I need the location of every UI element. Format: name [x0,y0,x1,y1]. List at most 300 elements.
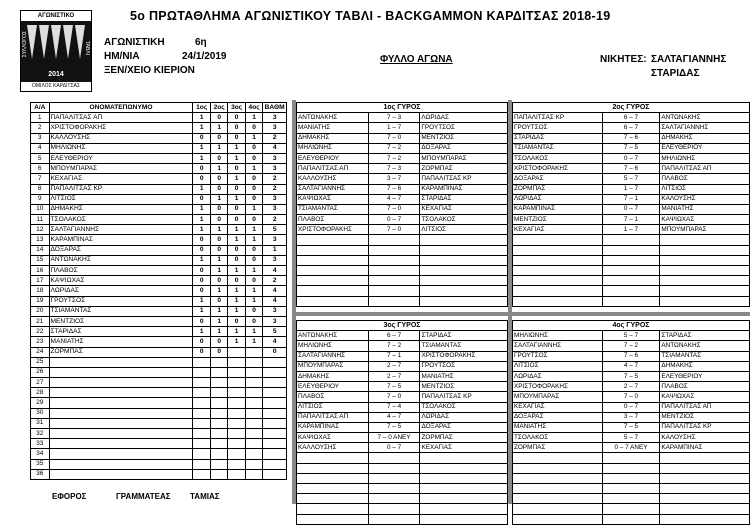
round-result-cell: 0 [245,174,262,184]
logo-side-left-text: ΣΥΛΛΟΓΟΣ [22,31,28,58]
points-cell [263,388,287,398]
round-result-cell [228,429,245,439]
round-result-cell: 1 [245,133,262,143]
match-score: 0 – 7 [602,153,660,163]
empty-cell [420,453,508,463]
player-name [49,367,193,377]
empty-row [513,245,750,255]
empty-cell [297,235,369,245]
player-away: ΣΤΑΡΙΔΑΣ [420,331,508,341]
round-result-cell: 0 [210,296,227,306]
player-away: ΛΙΤΣΙΟΣ [660,184,750,194]
match-row [297,133,508,143]
round-result-cell: 1 [210,255,227,265]
row-number: 33 [31,439,50,449]
match-row [513,225,750,235]
round-result-cell: 1 [245,296,262,306]
player-name: ΤΣΙΑΜΑΝΤΑΣ [49,306,193,316]
player-name: ΧΡΙΣΤΟΦΟΡΑΚΗΣ [49,123,193,133]
player-away: ΕΛΕΥΘΕΡΙΟΥ [660,143,750,153]
round-result-cell [245,469,262,479]
empty-cell [420,245,508,255]
round-result-cell [210,367,227,377]
player-home: ΛΩΡΙΔΑΣ [513,371,603,381]
round-result-cell [245,459,262,469]
round-result-cell: 0 [210,204,227,214]
row-number: 17 [31,276,50,286]
empty-cell [602,494,660,504]
player-away: ΜΕΝΤΖΙΟΣ [660,412,750,422]
match-score: 7 – 0 [602,392,660,402]
row-number: 1 [31,113,50,123]
round-result-cell: 1 [193,123,210,133]
empty-cell [420,276,508,286]
table-row [31,306,287,316]
round-2-panel [512,102,750,307]
match-row [297,174,508,184]
round-result-cell [193,439,210,449]
round-result-cell: 0 [193,235,210,245]
round-result-cell [210,429,227,439]
round-result-cell [228,449,245,459]
round-result-cell: 1 [228,337,245,347]
empty-cell [513,514,603,524]
row-number: 12 [31,225,50,235]
venue: ΞΕΝ/ΧΕΙΟ ΚΙΕΡΙΟΝ [104,65,195,76]
match-score: 7 – 5 [368,422,420,432]
player-away: ΜΠΟΥΜΠΑΡΑΣ [420,153,508,163]
empty-cell [420,286,508,296]
points-cell: 2 [263,184,287,194]
empty-cell [297,276,369,286]
player-name [49,398,193,408]
player-home: ΜΑΝΙΑΤΗΣ [513,422,603,432]
player-away: ΜΑΝΙΑΤΗΣ [660,204,750,214]
round-result-cell: 0 [193,133,210,143]
row-number: 15 [31,255,50,265]
player-away: ΜΠΟΥΜΠΑΡΑΣ [660,225,750,235]
row-number: 14 [31,245,50,255]
points-cell: 3 [263,113,287,123]
player-home: ΤΣΙΑΜΑΝΤΑΣ [513,143,603,153]
player-home: ΚΑΨΙΩΧΑΣ [297,433,369,443]
round-result-cell: 1 [210,164,227,174]
empty-cell [297,484,369,494]
player-home: ΜΕΝΤΖΙΟΣ [513,215,603,225]
empty-cell [660,504,750,514]
empty-row [297,296,508,306]
table-row [31,327,287,337]
match-row [513,443,750,453]
page-title: 5ο ΠΡΩΤΑΘΛΗΜΑ ΑΓΩΝΙΣΤΙΚΟΥ ΤΑΒΛΙ - BACKGAMMON ΚΑΡΔΙΤΣΑΣ 2018-19 [130,9,611,23]
player-home: ΓΡΟΥΤΣΟΣ [513,123,603,133]
empty-cell [660,255,750,265]
empty-row [513,255,750,265]
table-row [31,204,287,214]
round-result-cell: 1 [210,143,227,153]
round-1-panel [296,102,508,307]
table-row [31,184,287,194]
empty-row [297,255,508,265]
round-result-cell: 0 [210,113,227,123]
empty-cell [602,255,660,265]
row-number: 16 [31,266,50,276]
round-result-cell: 1 [228,296,245,306]
logo-year: 2014 [48,71,64,78]
match-row [297,402,508,412]
round-title: 1ος ΓΥΡΟΣ [297,103,508,113]
round-result-cell: 1 [245,225,262,235]
round-result-cell [228,418,245,428]
round-result-cell: 0 [210,215,227,225]
round-result-cell: 0 [210,153,227,163]
empty-cell [513,473,603,483]
points-cell [263,408,287,418]
player-home: ΤΣΙΑΜΑΝΤΑΣ [297,204,369,214]
player-home: ΖΟΡΜΠΑΣ [513,443,603,453]
empty-cell [368,245,420,255]
empty-cell [513,286,603,296]
player-home: ΠΛΑΒΟΣ [297,215,369,225]
round-result-cell [210,418,227,428]
player-away: ΖΟΡΜΠΑΣ [420,164,508,174]
round-result-cell: 1 [193,184,210,194]
row-number: 13 [31,235,50,245]
empty-cell [297,504,369,514]
empty-cell [513,463,603,473]
points-cell: 2 [263,174,287,184]
round-result-cell: 0 [193,266,210,276]
round-result-cell: 1 [228,235,245,245]
round-result-cell [193,378,210,388]
match-row [513,184,750,194]
row-number: 19 [31,296,50,306]
player-name: ΚΑΡΑΜΠΙΝΑΣ [49,235,193,245]
round-4-panel [512,320,750,525]
empty-cell [602,514,660,524]
empty-cell [660,266,750,276]
empty-cell [513,484,603,494]
player-name [49,408,193,418]
standings-header-cell: Α/Α [31,103,50,113]
round-result-cell: 1 [193,296,210,306]
empty-cell [513,266,603,276]
player-home: ΜΗΛΙΩΝΗΣ [297,143,369,153]
empty-cell [660,296,750,306]
player-away: ΠΑΠΑΛΙΤΣΑΣ ΚΡ [420,174,508,184]
player-away: ΠΑΠΑΛΙΤΣΑΣ ΑΠ [660,402,750,412]
round-result-cell: 1 [210,327,227,337]
empty-cell [297,286,369,296]
player-name: ΕΛΕΥΘΕΡΙΟΥ [49,153,193,163]
player-home: ΕΛΕΥΘΕΡΙΟΥ [297,153,369,163]
match-row [297,164,508,174]
player-away: ΕΛΕΥΘΕΡΙΟΥ [660,371,750,381]
match-row [297,331,508,341]
points-cell: 4 [263,286,287,296]
match-row [513,371,750,381]
empty-row [513,494,750,504]
empty-cell [660,286,750,296]
row-number: 10 [31,204,50,214]
empty-cell [368,494,420,504]
player-home: ΧΡΙΣΤΟΦΟΡΑΚΗΣ [513,382,603,392]
round-result-cell: 0 [193,347,210,357]
match-row [513,215,750,225]
round-result-cell: 1 [193,153,210,163]
round-result-cell: 0 [210,174,227,184]
signature-treasurer: ΤΑΜΙΑΣ [190,492,220,501]
empty-cell [420,494,508,504]
round-result-cell: 0 [228,184,245,194]
empty-cell [513,504,603,514]
round-result-cell: 0 [245,143,262,153]
match-row [297,361,508,371]
player-home: ΜΠΟΥΜΠΑΡΑΣ [513,392,603,402]
player-home: ΠΑΠΑΛΙΤΣΑΣ ΚΡ [513,113,603,123]
empty-cell [368,514,420,524]
round-result-cell [210,388,227,398]
match-sheet-title: ΦΥΛΛΟ ΑΓΩΝΑ [380,54,453,65]
round-result-cell: 0 [228,133,245,143]
table-row [31,388,287,398]
match-row [513,341,750,351]
player-away: ΧΡΙΣΤΟΦΟΡΑΚΗΣ [420,351,508,361]
player-home: ΜΗΛΙΩΝΗΣ [297,341,369,351]
table-row [31,449,287,459]
player-away: ΣΑΛΤΑΓΙΑΝΝΗΣ [660,123,750,133]
round-result-cell: 1 [193,113,210,123]
match-row [513,113,750,123]
points-cell: 0 [263,347,287,357]
row-number: 22 [31,327,50,337]
match-score: 4 – 7 [368,412,420,422]
table-row [31,337,287,347]
player-home: ΚΑΛΛΟΥΣΗΣ [297,174,369,184]
round-result-cell: 1 [193,204,210,214]
player-away: ΣΤΑΡΙΔΑΣ [420,194,508,204]
match-row [513,361,750,371]
round-result-cell: 0 [210,245,227,255]
points-cell: 4 [263,143,287,153]
empty-cell [602,484,660,494]
round-result-cell: 1 [245,327,262,337]
points-cell [263,459,287,469]
round-result-cell: 0 [245,245,262,255]
round-result-cell [210,378,227,388]
points-cell: 5 [263,327,287,337]
round-result-cell: 0 [193,245,210,255]
match-row [513,392,750,402]
round-result-cell [210,449,227,459]
round-result-cell [245,378,262,388]
standings-header-cell: 2ος [210,103,227,113]
round-result-cell: 1 [245,235,262,245]
match-row [297,351,508,361]
match-score: 6 – 7 [602,113,660,123]
empty-cell [297,473,369,483]
round-result-cell: 0 [245,215,262,225]
match-score: 2 – 7 [368,361,420,371]
player-away: ΣΤΑΡΙΔΑΣ [660,331,750,341]
player-name: ΑΝΤΩΝΑΚΗΣ [49,255,193,265]
table-row [31,113,287,123]
player-name: ΔΗΜΑΚΗΣ [49,204,193,214]
round-result-cell: 0 [228,276,245,286]
points-cell [263,418,287,428]
player-home: ΔΗΜΑΚΗΣ [297,371,369,381]
round-table [512,320,750,525]
empty-cell [420,235,508,245]
player-away: ΚΑΡΑΜΠΙΝΑΣ [660,443,750,453]
round-result-cell: 0 [228,204,245,214]
round-result-cell [193,367,210,377]
empty-cell [420,484,508,494]
player-away: ΛΩΡΙΔΑΣ [420,412,508,422]
round-result-cell: 1 [228,266,245,276]
player-name [49,388,193,398]
round-result-cell: 1 [245,337,262,347]
match-score: 7 – 0 [368,133,420,143]
match-row [297,215,508,225]
empty-row [297,266,508,276]
table-row [31,398,287,408]
points-cell [263,469,287,479]
separator [296,312,750,316]
player-home: ΚΕΧΑΓΙΑΣ [513,402,603,412]
row-number: 18 [31,286,50,296]
table-row [31,164,287,174]
row-number: 35 [31,459,50,469]
player-home: ΜΑΝΙΑΤΗΣ [297,123,369,133]
player-away: ΑΝΤΩΝΑΚΗΣ [660,341,750,351]
player-away: ΜΕΝΤΖΙΟΣ [420,382,508,392]
match-score: 4 – 7 [368,194,420,204]
round-result-cell: 1 [193,215,210,225]
match-score: 0 – 7 [602,402,660,412]
round-result-cell: 1 [193,143,210,153]
match-score: 0 – 7 [368,215,420,225]
row-number: 24 [31,347,50,357]
round-result-cell: 0 [228,316,245,326]
empty-cell [420,463,508,473]
round-result-cell [193,449,210,459]
empty-cell [368,473,420,483]
empty-cell [660,463,750,473]
empty-cell [660,473,750,483]
match-row [513,133,750,143]
match-score: 5 – 7 [602,331,660,341]
row-number: 7 [31,174,50,184]
match-score: 1 – 7 [368,123,420,133]
round-result-cell: 1 [228,153,245,163]
player-name: ΛΙΤΣΙΟΣ [49,194,193,204]
match-score: 7 – 2 [368,143,420,153]
points-cell: 3 [263,164,287,174]
empty-cell [602,473,660,483]
table-row [31,429,287,439]
player-home: ΚΑΛΛΟΥΣΗΣ [297,443,369,453]
match-score: 5 – 7 [602,174,660,184]
empty-cell [660,494,750,504]
points-cell [263,429,287,439]
round-title: 3ος ΓΥΡΟΣ [297,321,508,331]
empty-cell [602,286,660,296]
empty-cell [660,484,750,494]
empty-cell [368,484,420,494]
empty-cell [602,504,660,514]
round-result-cell [193,459,210,469]
empty-row [297,473,508,483]
round-result-cell [228,378,245,388]
round-result-cell [228,388,245,398]
player-home: ΛΩΡΙΔΑΣ [513,194,603,204]
round-result-cell: 1 [228,286,245,296]
round-result-cell: 1 [210,266,227,276]
points-cell [263,367,287,377]
player-home: ΣΑΛΤΑΓΙΑΝΝΗΣ [297,351,369,361]
match-row [297,194,508,204]
match-row [297,225,508,235]
round-result-cell: 0 [228,215,245,225]
empty-cell [297,494,369,504]
empty-cell [368,266,420,276]
round-3-panel [296,320,508,525]
row-number: 27 [31,378,50,388]
empty-row [513,286,750,296]
points-cell: 3 [263,316,287,326]
player-home: ΜΠΟΥΜΠΑΡΑΣ [297,361,369,371]
player-away: ΔΗΜΑΚΗΣ [660,361,750,371]
round-result-cell [245,429,262,439]
player-home: ΣΤΑΡΙΔΑΣ [513,133,603,143]
logo-side-right-text: ΤΑΒΛΙ [84,41,90,56]
round-table [296,320,508,525]
match-score: 7 – 5 [602,371,660,381]
standings-header-cell: ΒΑΘΜ [263,103,287,113]
points-cell: 3 [263,235,287,245]
player-name: ΠΛΑΒΟΣ [49,266,193,276]
round-result-cell [210,398,227,408]
player-home: ΤΣΟΛΑΚΟΣ [513,153,603,163]
player-home: ΣΑΛΤΑΓΙΑΝΝΗΣ [513,341,603,351]
match-score: 7 – 3 [368,164,420,174]
empty-cell [368,276,420,286]
table-row [31,235,287,245]
match-score: 7 – 0 [368,392,420,402]
player-away: ΔΟΞΑΡΑΣ [420,143,508,153]
row-number: 4 [31,143,50,153]
table-row [31,286,287,296]
round-result-cell: 0 [210,133,227,143]
round-result-cell [193,469,210,479]
signature-chairman: ΕΦΟΡΟΣ [52,492,87,501]
empty-cell [513,296,603,306]
empty-cell [513,453,603,463]
round-result-cell [245,449,262,459]
table-row [31,255,287,265]
table-row [31,408,287,418]
round-result-cell: 1 [245,113,262,123]
table-row [31,133,287,143]
empty-cell [297,266,369,276]
player-name: ΜΗΛΙΩΝΗΣ [49,143,193,153]
player-away: ΛΙΤΣΙΟΣ [420,225,508,235]
round-result-cell: 1 [193,306,210,316]
player-away: ΜΗΛΙΩΝΗΣ [660,153,750,163]
empty-cell [420,255,508,265]
round-title: 4ος ΓΥΡΟΣ [513,321,750,331]
